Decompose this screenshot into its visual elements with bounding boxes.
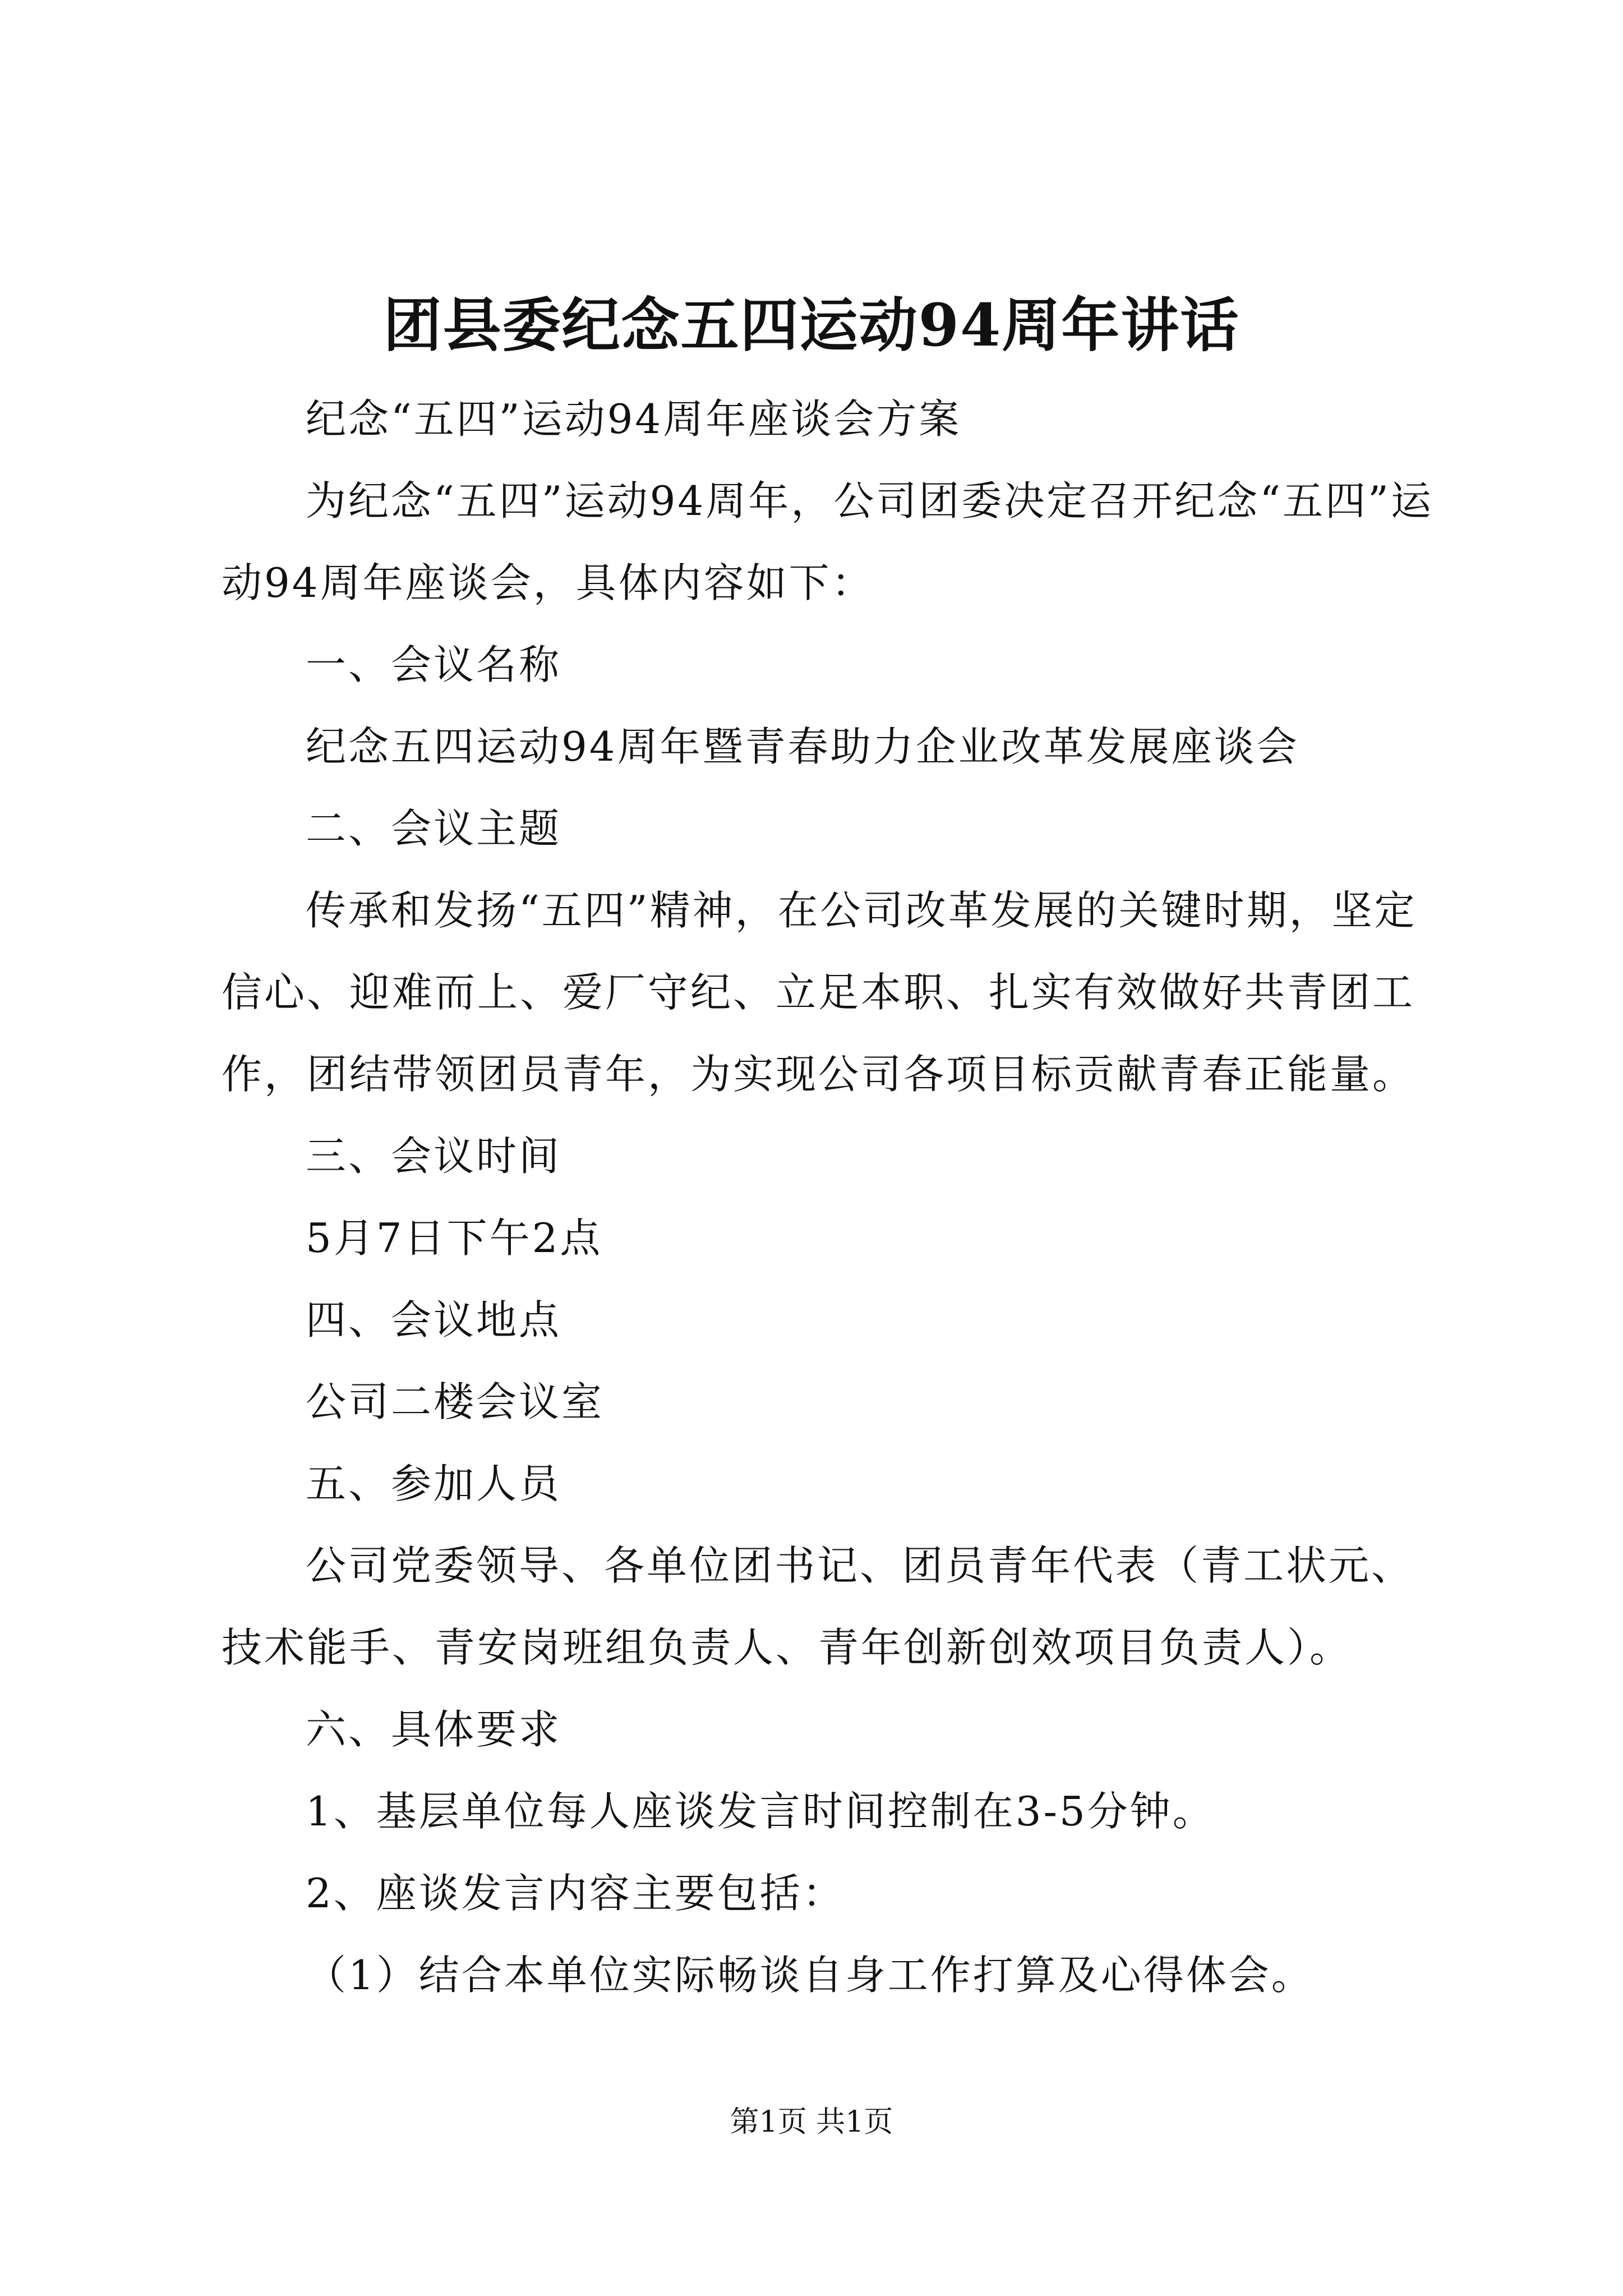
section-heading-meeting-time: 三、会议时间 (306, 1133, 562, 1180)
paragraph-meeting-theme: 传承和发扬“五四”精神，在公司改革发展的关键时期，坚定信心、迎难而上、爱厂守纪、立足本职、扎实有效做好共青团工作，团结带领团员青年，为实现公司各项目标贡献青春正能量。 (222, 887, 1417, 1098)
section-heading-requirements: 六、具体要求 (306, 1706, 562, 1753)
section-heading-meeting-name: 一、会议名称 (306, 641, 562, 688)
paragraph-meeting-location: 公司二楼会议室 (306, 1378, 605, 1425)
paragraph-requirement-2-item-1: （1）结合本单位实际畅谈自身工作打算及心得体会。 (306, 1952, 1314, 1999)
paragraph-requirement-2: 2、座谈发言内容主要包括： (306, 1870, 845, 1917)
document-body (222, 378, 1438, 2016)
section-heading-participants: 五、参加人员 (306, 1460, 562, 1507)
paragraph-meeting-time: 5月7日下午2点 (306, 1214, 603, 1262)
section-heading-meeting-theme: 二、会议主题 (306, 805, 562, 852)
paragraph-intro: 为纪念“五四”运动94周年，公司团委决定召开纪念“五四”运动94周年座谈会，具体内容如下： (222, 477, 1433, 606)
page-footer: 第1页 共1页 (730, 2105, 893, 2139)
paragraph-participants: 公司党委领导、各单位团书记、团员青年代表（青工状元、技术能手、青安岗班组负责人、青年创新创效项目负责人）。 (222, 1542, 1414, 1671)
paragraph-plan-heading: 纪念“五四”运动94周年座谈会方案 (306, 395, 962, 443)
paragraph-meeting-name: 纪念五四运动94周年暨青春助力企业改革发展座谈会 (306, 723, 1299, 770)
section-heading-meeting-location: 四、会议地点 (306, 1296, 562, 1343)
paragraph-requirement-1: 1、基层单位每人座谈发言时间控制在3-5分钟。 (306, 1788, 1215, 1835)
document-title: 团县委纪念五四运动94周年讲话 (383, 291, 1240, 360)
